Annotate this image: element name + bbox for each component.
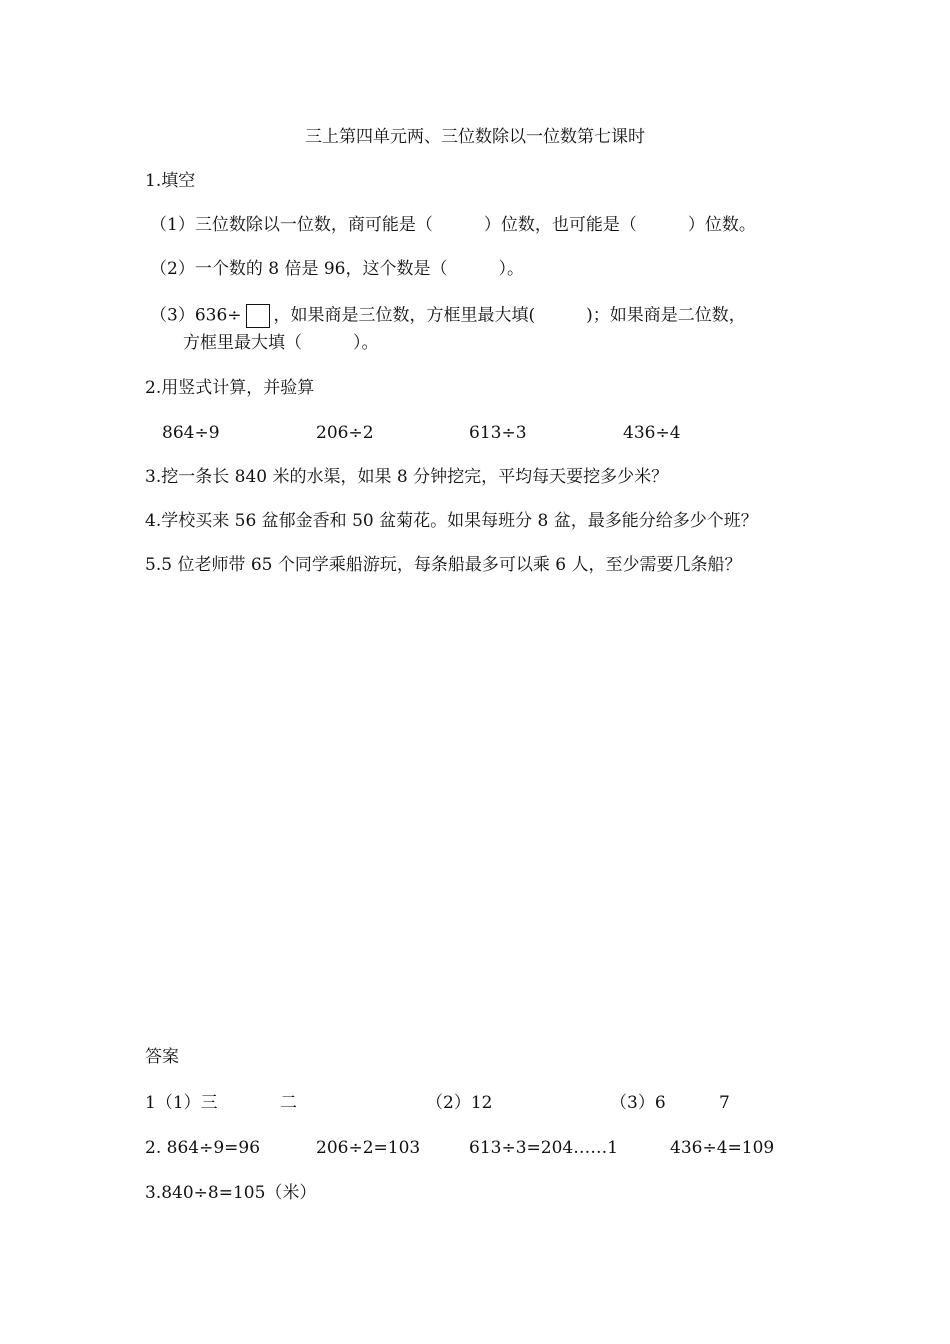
answer-2-b: 206÷2=103 (316, 1138, 421, 1158)
answer-1-e: 7 (719, 1093, 730, 1113)
q2-expr-4: 436÷4 (623, 423, 681, 443)
q1-item-2: （2）一个数的 8 倍是 96，这个数是（ ）。 (150, 259, 524, 279)
q1-item-1: （1）三位数除以一位数，商可能是（ ）位数，也可能是（ ）位数。 (150, 215, 756, 235)
q2-heading: 2.用竖式计算，并验算 (145, 378, 315, 398)
q1-item-3 (150, 304, 746, 328)
q1-item-3-suffix: ，如果商是三位数，方框里最大填( )；如果商是二位数， (273, 305, 746, 326)
answer-1-b: 二 (280, 1093, 297, 1113)
q2-expr-1: 864÷9 (162, 423, 220, 443)
answers-heading: 答案 (145, 1047, 179, 1067)
q5-text: 5.5 位老师带 65 个同学乘船游玩，每条船最多可以乘 6 人，至少需要几条船？ (145, 555, 742, 575)
answer-1-d: （3）6 (610, 1093, 666, 1113)
q1-item-3-prefix: （3）636÷ (150, 305, 242, 326)
answer-1-a: 1（1）三 (145, 1093, 218, 1113)
q1-item-3-line2: 方框里最大填（ ）。 (183, 333, 379, 353)
answer-2-d: 436÷4=109 (670, 1138, 775, 1158)
answer-2-a: 2. 864÷9=96 (145, 1138, 261, 1158)
q4-text: 4.学校买来 56 盆郁金香和 50 盆菊花。如果每班分 8 盆，最多能分给多少个班？ (145, 511, 758, 531)
answer-1-c: （2）12 (426, 1093, 493, 1113)
q3-text: 3.挖一条长 840 米的水渠，如果 8 分钟挖完，平均每天要挖多少米？ (145, 467, 669, 487)
q2-expr-3: 613÷3 (469, 423, 527, 443)
answer-box (246, 304, 270, 328)
q1-heading: 1.填空 (145, 171, 196, 191)
answer-3: 3.840÷8=105（米） (145, 1183, 317, 1203)
answer-2-c: 613÷3=204……1 (469, 1138, 619, 1158)
q2-expr-2: 206÷2 (316, 423, 374, 443)
page-title: 三上第四单元两、三位数除以一位数第七课时 (305, 127, 645, 147)
